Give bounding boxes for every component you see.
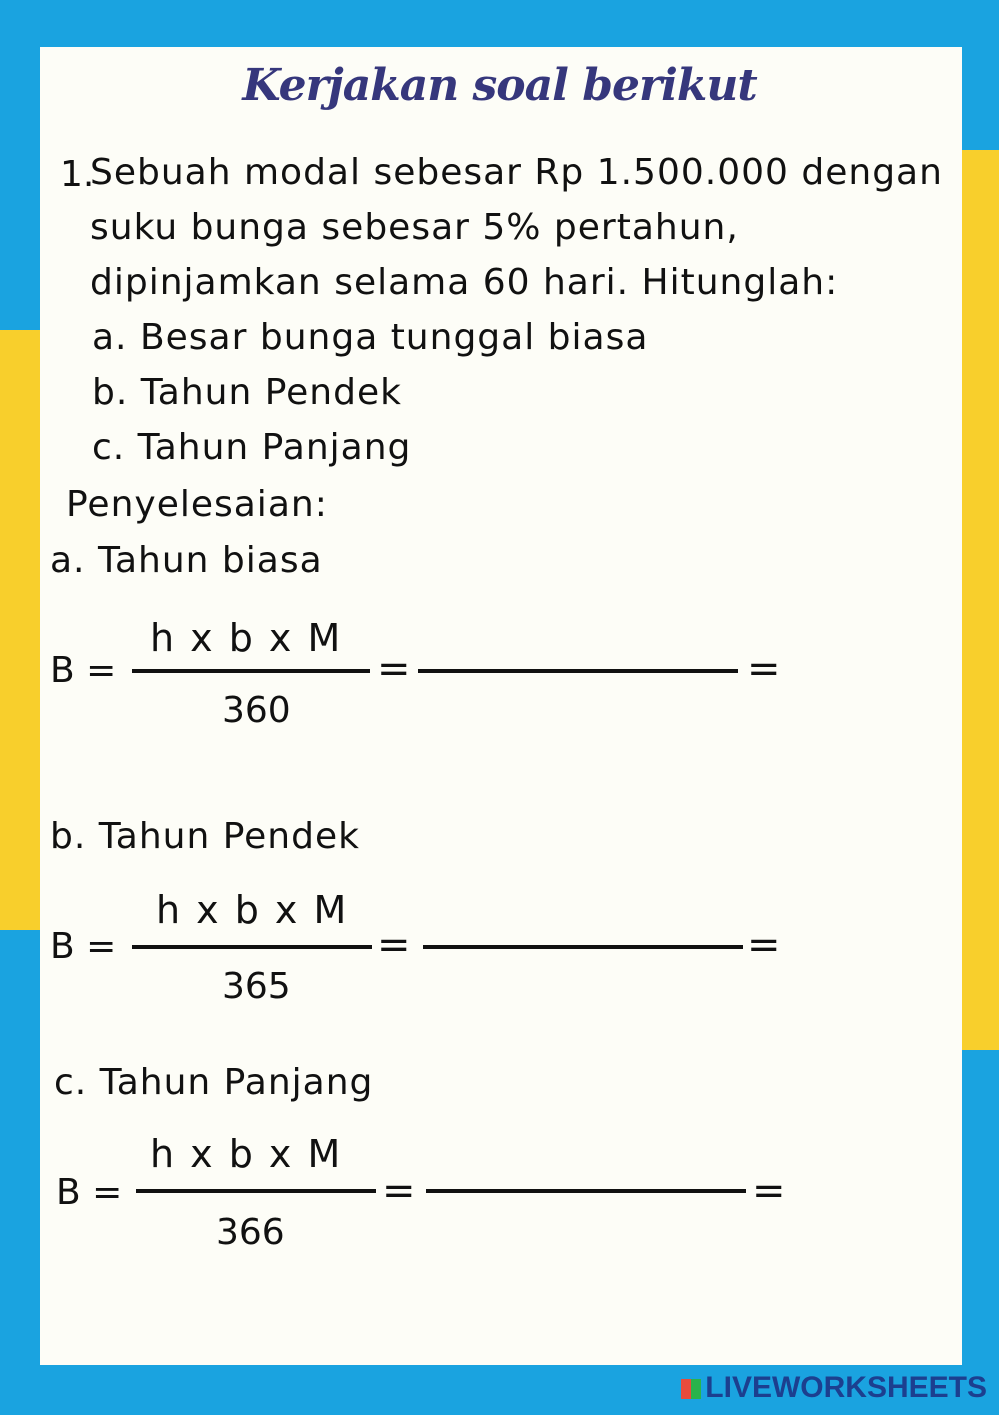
- equals-sign: =: [747, 646, 781, 692]
- solution-label: Penyelesaian:: [66, 484, 328, 525]
- formula-numerator: h x b x M: [156, 888, 349, 932]
- answer-blank-line[interactable]: [418, 669, 738, 673]
- answer-blank-line[interactable]: [426, 1189, 746, 1193]
- formula-tahun-panjang: [50, 1130, 810, 1270]
- question-line: suku bunga sebesar 5% pertahun,: [90, 207, 739, 248]
- part-label: a. Tahun biasa: [50, 540, 323, 581]
- question-option: b. Tahun Pendek: [92, 372, 402, 413]
- question-option: a. Besar bunga tunggal biasa: [92, 317, 649, 358]
- part-label: c. Tahun Panjang: [54, 1062, 374, 1103]
- formula-numerator: h x b x M: [150, 616, 343, 660]
- fraction-bar: [136, 1189, 376, 1193]
- formula-denominator: 366: [216, 1212, 285, 1253]
- question-number: 1.: [60, 154, 95, 195]
- logo-text: LIVEWORKSHEETS: [705, 1371, 987, 1404]
- question-line: dipinjamkan selama 60 hari. Hitunglah:: [90, 262, 839, 303]
- question-line: Sebuah modal sebesar Rp 1.500.000 dengan: [90, 152, 943, 193]
- formula-denominator: 360: [222, 690, 291, 731]
- formula-tahun-pendek: [50, 886, 810, 1026]
- formula-lhs: B =: [50, 926, 117, 967]
- logo-icon: [681, 1379, 701, 1399]
- equals-sign: =: [377, 922, 411, 968]
- equals-sign: =: [377, 646, 411, 692]
- equals-sign: =: [752, 1168, 786, 1214]
- formula-tahun-biasa: [50, 610, 810, 750]
- equals-sign: =: [747, 922, 781, 968]
- question-option: c. Tahun Panjang: [92, 427, 412, 468]
- formula-numerator: h x b x M: [150, 1132, 343, 1176]
- fraction-bar: [132, 669, 370, 673]
- formula-denominator: 365: [222, 966, 291, 1007]
- page-title: Kerjakan soal berikut: [242, 60, 757, 111]
- formula-lhs: B =: [50, 650, 117, 691]
- answer-blank-line[interactable]: [423, 945, 743, 949]
- equals-sign: =: [382, 1168, 416, 1214]
- formula-lhs: B =: [56, 1172, 123, 1213]
- liveworksheets-logo: [681, 1371, 987, 1405]
- part-label: b. Tahun Pendek: [50, 816, 360, 857]
- fraction-bar: [132, 945, 372, 949]
